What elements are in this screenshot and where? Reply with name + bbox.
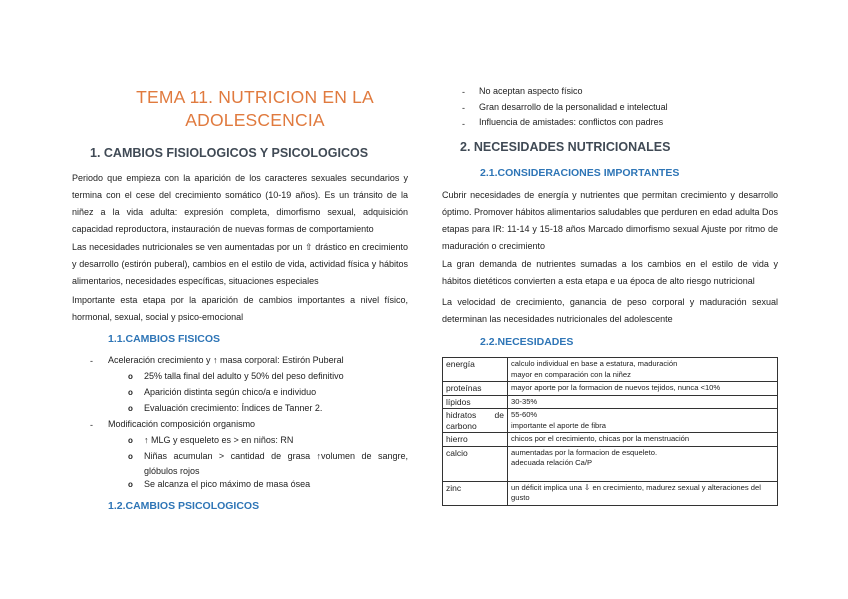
- subsection-heading-2-1: 2.1.CONSIDERACIONES IMPORTANTES: [480, 167, 680, 179]
- section-heading-1: 1. CAMBIOS FISIOLOGICOS Y PSICOLOGICOS: [90, 146, 369, 160]
- circle-bullet: o: [128, 404, 133, 413]
- table-cell-value: aumentadas por la formacion de esqueleto. adecuada relación Ca/P: [508, 446, 778, 481]
- table-row: [443, 481, 778, 505]
- table-cell-key: lípidos: [443, 395, 508, 409]
- dash-bullet: -: [462, 103, 465, 113]
- table-cell-key: zinc: [443, 481, 508, 505]
- table-cell-key: hidratos de carbono: [443, 409, 508, 433]
- nutrients-table: [442, 357, 778, 506]
- table-cell-key: calcio: [443, 446, 508, 481]
- page-title: TEMA 11. NUTRICION EN LA ADOLESCENCIA: [136, 87, 374, 130]
- dash-bullet: -: [90, 420, 93, 430]
- list-item: ↑ MLG y esqueleto es > en niños: RN: [144, 435, 294, 445]
- table-cell-value: un déficit implica una ⇩ en crecimiento, madurez sexual y alteraciones del gusto: [508, 481, 778, 505]
- table-cell-value: 55-60% importante el aporte de fibra: [508, 409, 778, 433]
- paragraph-importance: Importante esta etapa por la aparición de cambios importantes a nivel físico, hormonal, sexual, social y psico-emocional: [72, 295, 408, 322]
- dash-bullet: -: [90, 356, 93, 366]
- list-item: Gran desarrollo de la personalidad e intelectual: [479, 102, 668, 112]
- paragraph-risk: La gran demanda de nutrientes sumadas a los cambios en el estilo de vida y hábitos dietéticos convierten a esta etapa e ua época de alto riesgo nutricional: [442, 259, 778, 286]
- list-item: 25% talla final del adulto y 50% del peso definitivo: [144, 371, 344, 381]
- list-item: Influencia de amistades: conflictos con padres: [479, 117, 664, 127]
- list-item: Aparición distinta según chico/a e individuo: [144, 387, 317, 397]
- table-cell-value: mayor aporte por la formacion de nuevos tejidos, nunca <10%: [508, 382, 778, 396]
- list-item: No aceptan aspecto físico: [479, 86, 583, 96]
- table-row: [443, 358, 778, 382]
- table-cell-key: energía: [443, 358, 508, 382]
- circle-bullet: o: [128, 480, 133, 489]
- subsection-heading-1-1: 1.1.CAMBIOS FISICOS: [108, 333, 221, 345]
- table-cell-value: calculo individual en base a estatura, maduración mayor en comparación con la niñez: [508, 358, 778, 382]
- list-item: Modificación composición organismo: [108, 419, 256, 429]
- paragraph-needs: Las necesidades nutricionales se ven aumentadas por un ⇧ drástico en crecimiento y desarrollo (estirón puberal), cambios en el estilo de vida, actividad física y hábitos alimentarios, necesidades específicas, situaciones especiales: [72, 242, 408, 286]
- table-row: [443, 446, 778, 481]
- subsection-heading-1-2: 1.2.CAMBIOS PSICOLOGICOS: [108, 500, 260, 512]
- section-heading-2: 2. NECESIDADES NUTRICIONALES: [460, 140, 671, 154]
- paragraph-growth: La velocidad de crecimiento, ganancia de peso corporal y maduración sexual determinan las necesidades nutricionales del adolescente: [442, 297, 778, 324]
- circle-bullet: o: [128, 436, 133, 445]
- dash-bullet: -: [462, 119, 465, 129]
- list-item: Se alcanza el pico máximo de masa ósea: [144, 479, 311, 489]
- table-cell-key: proteínas: [443, 382, 508, 396]
- table-cell-key: hierro: [443, 433, 508, 447]
- list-item: Evaluación crecimiento: Índices de Tanner 2.: [144, 403, 323, 413]
- table-row: [443, 433, 778, 447]
- circle-bullet: o: [128, 372, 133, 381]
- table-row: [443, 382, 778, 396]
- table-row: [443, 409, 778, 433]
- circle-bullet: o: [128, 388, 133, 397]
- paragraph-considerations: Cubrir necesidades de energía y nutrientes que permitan crecimiento y desarrollo óptimo. Promover hábitos alimentarios saludables que perduren en edad adulta Dos etapas para IR: 11-14 y 15-18 años Marcado dimorfismo sexual Ajuste por ritmo de maduración o crecimiento: [442, 190, 778, 251]
- table-row: [443, 395, 778, 409]
- paragraph-intro: Periodo que empieza con la aparición de los caracteres sexuales secundarios y termina con el cese del crecimiento somático (10-19 años). Es un tránsito de la niñez a la vida adulta: expresión completa, dimorfismo sexual, adquisición capacidad reproductora, instauración de nuevas formas de comportamiento: [72, 173, 408, 234]
- subsection-heading-2-2: 2.2.NECESIDADES: [480, 336, 574, 348]
- table-cell-value: chicos por el crecimiento, chicas por la menstruación: [508, 433, 778, 447]
- list-item: Niñas acumulan > cantidad de grasa ↑volumen de sangre, glóbulos rojos: [144, 451, 408, 476]
- circle-bullet: o: [128, 452, 133, 461]
- dash-bullet: -: [462, 87, 465, 97]
- list-item: Aceleración crecimiento y ↑ masa corporal: Estirón Puberal: [108, 355, 344, 365]
- table-cell-value: 30-35%: [508, 395, 778, 409]
